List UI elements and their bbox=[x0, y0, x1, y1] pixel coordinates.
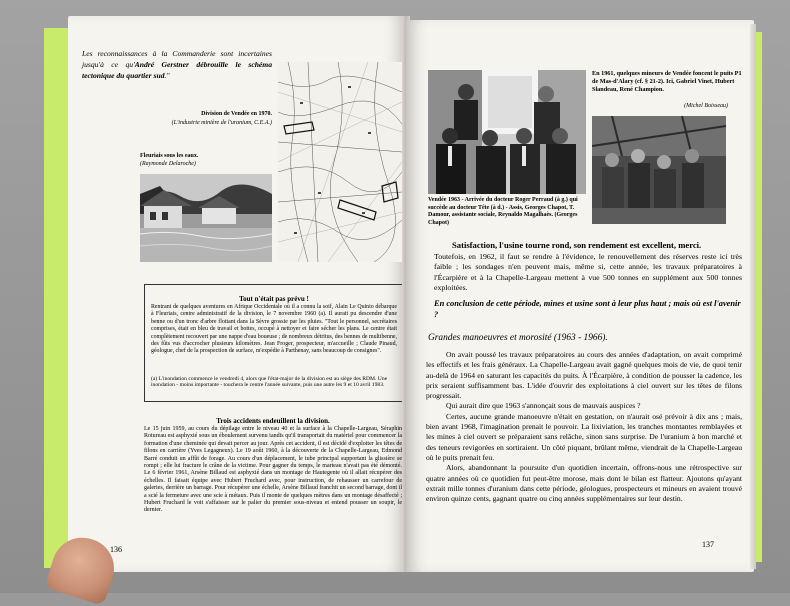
medical-group-photo bbox=[428, 70, 586, 194]
lead-paragraph: Toutefois, en 1962, il faut se rendre à l'évidence, le renouvellement des réserves reste ici très faible ; les sondages n'en peuvent mais, même si, cette année, les travaux préparatoires à l'Écarpière et à la Chapelle-Largeau mettent à vue 500 tonnes en supplément aux 500 tonnes exploitées. bbox=[434, 252, 742, 293]
accidents-text: Le 15 juin 1959, au cours du dépilage entre le niveau 40 et la surface à la Chapelle-Largeau, Séraphin Rotureau est asphyxié sous un éboulement survenu tandis qu'il transportait du matériel pour commencer la formation d'une cheminée qui devait percer au jour. Après cet accident, il est décidé d'exploiter les têtes de filons en carrière (Yves Legagneux). Le 19 août 1960, à la découverte de la Chapelle-Largeau, Edmond Barré conduit un affût de forage. Au cours d'un déplacement, le tube principal supportant la glissière se rompt ; elle lui fracture le crâne de la victime. Pour gagner du temps, le marteau n'avait pas été démonté. Le 6 février 1961, Arsène Billaud est asphyxié dans un montage de Hautegente où il allait récupérer des échelles. Il faisait équipe avec Hubert Fruchard avec, pour instruction, de rehausser un carrefour de galeries, derrière un barrage. Pour récupérer une échelle, Arsène Billaud franchit un second barrage, dont il a scié la fermeture avec une scie à métaux. Puis il monte de quelques mètres dans un montage désaffecté ; Hubert Fruchard le voit s'affaisser sur le palier du premier sous-niveau et entend pousser un soupir, le dernier. bbox=[144, 426, 402, 514]
conclusion-text: En conclusion de cette période, mines et usine sont à leur plus haut ; mais où est l'avenir ? bbox=[434, 299, 741, 319]
miners-credit: (Michel Boisseau) bbox=[684, 103, 728, 109]
lead-sentence: Satisfaction, l'usine tourne rond, son rendement est excellent, merci. bbox=[452, 240, 702, 250]
flood-photo bbox=[140, 174, 272, 262]
page-edges bbox=[750, 24, 756, 569]
accidents-title: Trois accidents endeuillent la division. bbox=[216, 417, 330, 425]
division-map bbox=[278, 62, 402, 262]
map-caption: Division de Vendée en 1970. bbox=[201, 111, 272, 117]
miners-photo bbox=[592, 116, 726, 224]
unexpected-box bbox=[144, 284, 404, 402]
box-footnote: (a) L'inondation commence le vendredi 4, alors que l'état-major de la division est au siège des RDM. Une inondation - moins importante - touchera le centre l'année suivante, puis une autre les 9 et 10 avril 1983. bbox=[151, 375, 388, 389]
box-body: Rentrant de quelques aventures en Afrique Occidentale où il a connu la soif, Alain Le Quinio débarque à Fleuriais, centre administratif de la division, le 7 novembre 1960 (a). Il aurait pu descendre d'une benne ou d'un tronc d'arbre flottant dans la Sèvre grossie par les pluies. "Tout le personnel, secrétaires comprises, était en bleu de travail et bottes, occupé à nettoyer et faire sécher les plans. Le centre était complètement recouvert par une nappe d'eau boueuse ; de nombreux détritus, des bennes de multibenne, des fûts vus d'accrocher plusieurs kilomètres. Jean Froger, prospecteur, m'accueille ; Claude Pinaud, géologue, chef de la prospection de surface, m'expédie à Parthenay, sans beaucoup de consignes". bbox=[151, 303, 397, 355]
group-caption: Vendée 1963 - Arrivée du docteur Roger Perraud (à g.) qui succède au docteur Tête (à d.) - Assis, Georges Chapot, T. Damour, assistante sociale, Reynaldo Magalhaès. (Georges Chapot) bbox=[428, 197, 578, 226]
page-number-left: 136 bbox=[110, 545, 122, 554]
paragraph: Alors, abandonnant la poursuite d'un quotidien incertain, offrons-nous une rétrospective sur quatre années où ce quotidien fut peut-être morose, mais dont le bilan est flatteur. Ajoutons qu'ayant extrait mille tonnes d'uranium dans cette période, géologues, prospecteurs et mineurs en avaient trouvé environ quinze cents, gagnant quatre ou cinq années supplémentaires sur leur destin. bbox=[426, 463, 742, 504]
left-quote: Les reconnaissances à la Commanderie sont incertaines jusqu'à ce qu'André Gerstner débrouille le schéma tectonique du quartier sud." bbox=[82, 49, 272, 80]
flood-credit: (Raymonde Delaroche) bbox=[140, 161, 196, 167]
right-body-text bbox=[426, 350, 742, 504]
paragraph: Qui aurait dire que 1963 s'annonçait sous de mauvais auspices ? bbox=[446, 401, 641, 411]
flood-caption: Fleuriais sous les eaux. bbox=[140, 153, 199, 159]
page-number-right: 137 bbox=[702, 540, 714, 549]
section-heading: Grandes manoeuvres et morosité (1963 - 1966). bbox=[428, 333, 608, 343]
map-source: (L'industrie minière de l'uranium, C.E.A.) bbox=[171, 120, 272, 126]
paragraph: Certes, aucune grande manoeuvre n'était en gestation, on n'aurait osé prévoir à dix ans ; mais, bien avant 1968, l'imagination prenait le pouvoir. La lixiviation, les tranches montantes remblayées et les mines à ciel ouvert se préparaient sans relâche, sinon sans surprise. De l'uranium à bon marché et des teneurs revigorées en sortiraient. Un côté piquant, brûlant même, viendrait de la Chapelle-Largeau où le puits prenait feu. bbox=[426, 411, 742, 462]
miners-caption: En 1961, quelques mineurs de Vendée foncent le puits P1 de Mas-d'Alary (cf. § 21-2). Ici, Gabriel Vinet, Hubert Slandeau, René Champion. bbox=[592, 70, 742, 93]
paragraph: On avait poussé les travaux préparatoires au cours des années d'adaptation, on avait comprimé les effectifs et les frais généraux. La Chapelle-Largeau avait gagné quelques mois de vie, de quoi tenir au-delà de 1964 en saturant les capacités du puits. À l'Écarpière, à condition de pousser la cadence, les prix seraient suffisamment bas. L'idée d'ouvrir des exploitations à ciel ouvert sur les têtes de filons progressait. bbox=[426, 350, 742, 401]
box-title: Tout n'était pas prévu ! bbox=[239, 295, 309, 303]
